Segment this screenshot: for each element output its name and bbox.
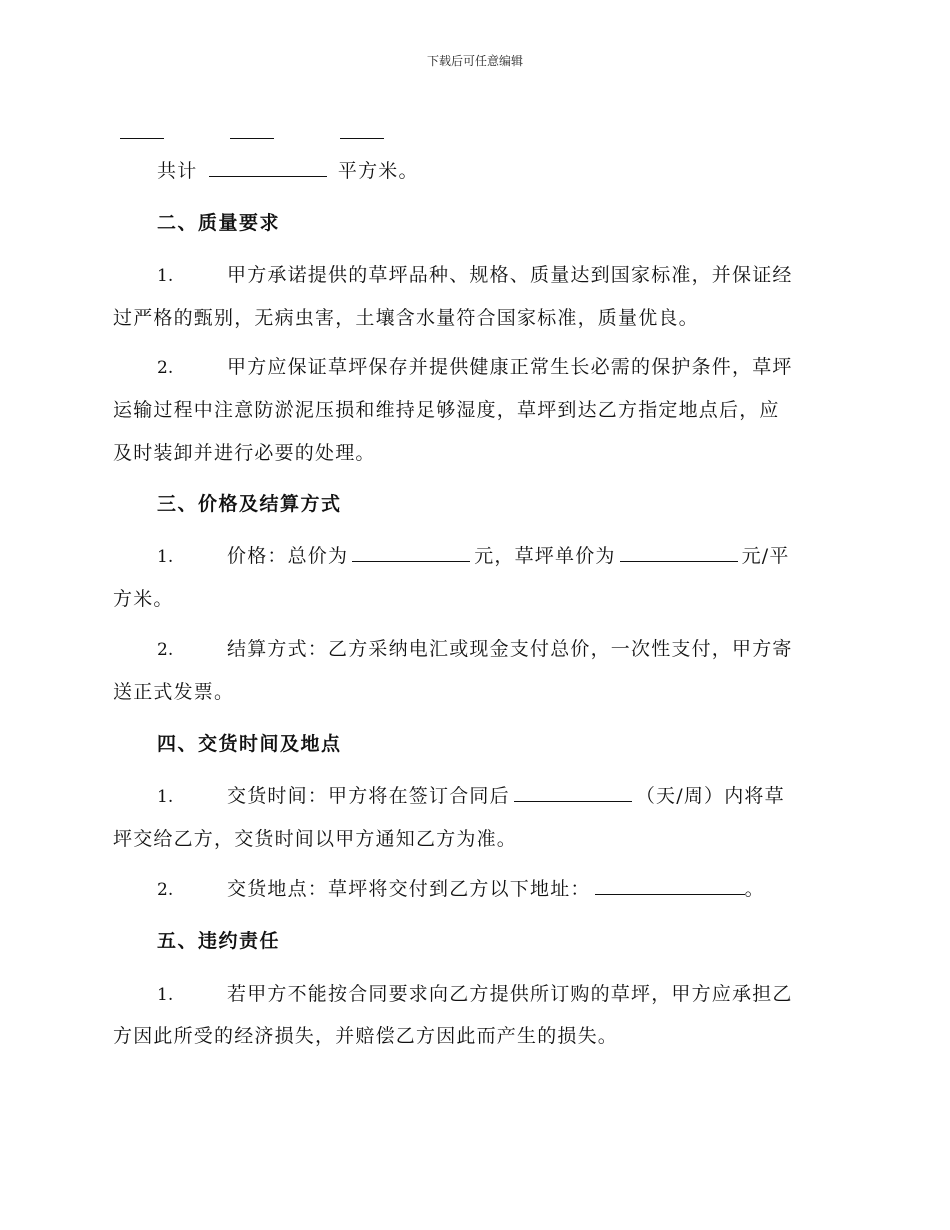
- quality-item-1-line-1: [157, 262, 877, 289]
- unit-price-blank[interactable]: [620, 543, 738, 562]
- item-number: 2.: [157, 880, 174, 900]
- section-heading-price: 三、价格及结算方式: [157, 493, 342, 515]
- quality-item-2-line-3: 及时装卸并进行必要的处理。: [113, 442, 376, 464]
- section-heading-liability: 五、违约责任: [157, 930, 281, 952]
- liability-item-1-line-2: 方因此所受的经济损失，并赔偿乙方因此而产生的损失。: [113, 1025, 619, 1047]
- item-number: 2.: [157, 640, 174, 660]
- total-suffix: 平方米。: [337, 160, 419, 182]
- price-item-2-line-1: [157, 636, 877, 663]
- paragraph-text: 甲方承诺提供的草坪品种、规格、质量达到国家标准，并保证经: [227, 264, 793, 286]
- blank-field[interactable]: [340, 138, 384, 139]
- blank-field[interactable]: [120, 138, 164, 139]
- paragraph-text: 元/平: [741, 545, 790, 567]
- paragraph-text: 交货地点：草坪将交付到乙方以下地址：: [227, 878, 591, 900]
- quality-item-1-line-2: 过严格的甄别，无病虫害，土壤含水量符合国家标准，质量优良。: [113, 307, 699, 329]
- section-heading-delivery: 四、交货时间及地点: [157, 733, 342, 755]
- price-item-1-line-1: [157, 543, 877, 570]
- delivery-item-2-line-1: [157, 876, 877, 903]
- paragraph-text: （天/周）内将草: [635, 785, 785, 807]
- quality-item-2-line-2: 运输过程中注意防淤泥压损和维持足够湿度，草坪到达乙方指定地点后，应: [113, 399, 780, 421]
- paragraph-text: 元，草坪单价为: [474, 545, 616, 567]
- blank-field[interactable]: [230, 138, 274, 139]
- quality-item-2-line-1: [157, 354, 877, 381]
- delivery-time-blank[interactable]: [514, 783, 632, 802]
- item-number: 2.: [157, 358, 174, 378]
- delivery-address-blank[interactable]: [595, 876, 745, 895]
- page-header: 下载后可任意编辑: [426, 54, 523, 68]
- paragraph-text: 若甲方不能按合同要求向乙方提供所订购的草坪，甲方应承担乙: [227, 983, 793, 1005]
- price-item-1-line-2: 方米。: [113, 588, 174, 610]
- paragraph-text: 价格：总价为: [227, 545, 349, 567]
- delivery-item-1-line-2: 坪交给乙方，交货时间以甲方通知乙方为准。: [113, 828, 518, 850]
- total-price-blank[interactable]: [352, 543, 470, 562]
- item-number: 1.: [157, 985, 174, 1005]
- paragraph-text: 交货时间：甲方将在签订合同后: [227, 785, 510, 807]
- total-area-blank[interactable]: [209, 158, 327, 177]
- item-number: 1.: [157, 266, 174, 286]
- item-number: 1.: [157, 547, 174, 567]
- total-prefix: 共计: [157, 160, 198, 182]
- paragraph-text: 甲方应保证草坪保存并提供健康正常生长必需的保护条件，草坪: [227, 356, 793, 378]
- delivery-item-1-line-1: [157, 783, 877, 810]
- price-item-2-line-2: 送正式发票。: [113, 681, 235, 703]
- item-number: 1.: [157, 787, 174, 807]
- total-area-line: [157, 158, 877, 184]
- liability-item-1-line-1: [157, 981, 877, 1008]
- paragraph-text: 结算方式：乙方采纳电汇或现金支付总价，一次性支付，甲方寄: [227, 638, 793, 660]
- section-heading-quality: 二、质量要求: [157, 212, 281, 234]
- paragraph-text: 。: [744, 878, 765, 900]
